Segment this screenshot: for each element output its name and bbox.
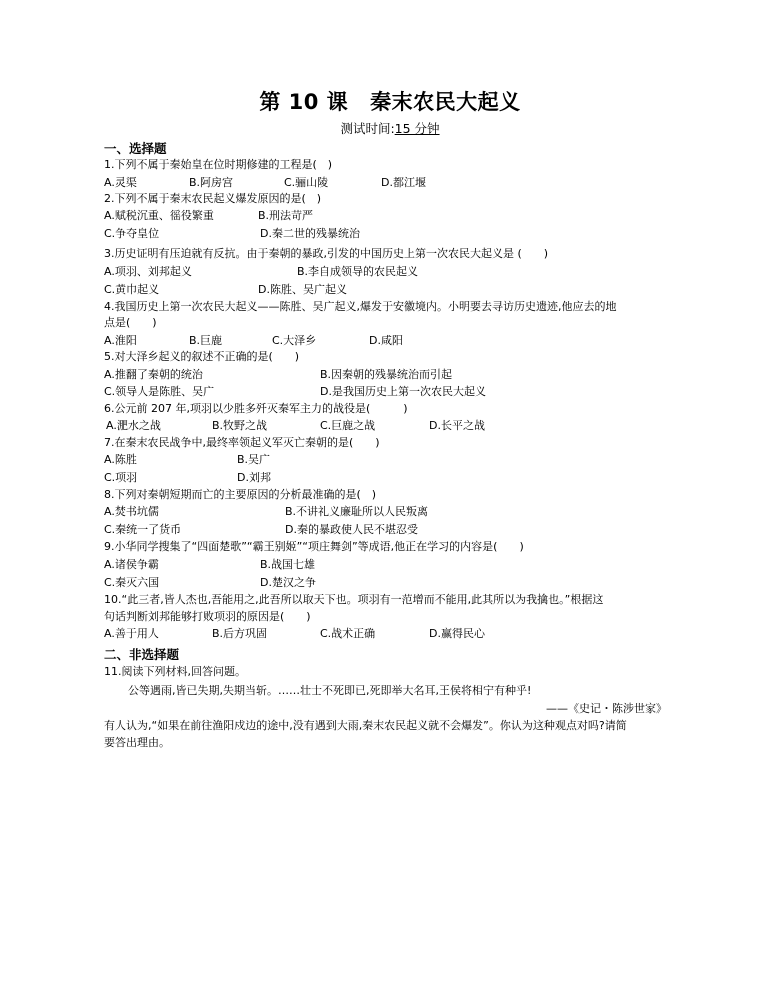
q4-stem-line1: 4.我国历史上第一次农民大起义——陈胜、吴广起义,爆发于安徽境内。小明要去寻访历史遗迹,他应去的地	[104, 300, 617, 313]
q7-option-a: A.陈胜	[104, 453, 137, 466]
q5-stem: 5.对大泽乡起义的叙述不正确的是( )	[104, 350, 300, 363]
q3-option-b: B.李自成领导的农民起义	[297, 265, 419, 278]
test-time-value: 15 分钟	[394, 121, 440, 136]
q5-option-a: A.推翻了秦朝的统治	[104, 368, 203, 381]
q11-stem: 11.阅读下列材料,回答问题。	[104, 665, 246, 678]
q2-option-c: C.争夺皇位	[104, 227, 160, 240]
q11-ask-line2: 要答出理由。	[104, 736, 170, 749]
q5-option-c: C.领导人是陈胜、吴广	[104, 385, 215, 398]
q1-option-d: D.都江堰	[381, 176, 426, 189]
q9-option-a: A.诸侯争霸	[104, 558, 159, 571]
q10-stem-line1: 10.“此三者,皆人杰也,吾能用之,此吾所以取天下也。项羽有一范增而不能用,此其所以为我擒也。”根据这	[104, 593, 604, 606]
q1-option-a: A.灵渠	[104, 176, 137, 189]
test-time	[0, 119, 780, 137]
q4-option-a: A.淮阳	[104, 334, 137, 347]
q10-option-c: C.战术正确	[320, 627, 376, 640]
q2-stem: 2.下列不属于秦末农民起义爆发原因的是( )	[104, 192, 322, 205]
q2-option-a: A.赋税沉重、徭役繁重	[104, 209, 214, 222]
q10-option-a: A.善于用人	[104, 627, 159, 640]
q8-option-a: A.焚书坑儒	[104, 505, 159, 518]
q6-option-b: B.牧野之战	[212, 419, 268, 432]
q6-option-c: C.巨鹿之战	[320, 419, 376, 432]
q6-stem: 6.公元前 207 年,项羽以少胜多歼灭秦军主力的战役是( )	[104, 402, 408, 415]
q10-stem-line2: 句话判断刘邦能够打败项羽的原因是( )	[104, 610, 311, 623]
q8-option-c: C.秦统一了货币	[104, 523, 182, 536]
q5-option-b: B.因秦朝的残暴统治而引起	[320, 368, 453, 381]
q10-option-b: B.后方巩固	[212, 627, 268, 640]
q6-option-a: A.淝水之战	[106, 419, 161, 432]
q9-stem: 9.小华同学搜集了“四面楚歌”“霸王别姬”“项庄舞剑”等成语,他正在学习的内容是( )	[104, 540, 524, 553]
q2-option-b: B.刑法苛严	[258, 209, 314, 222]
q11-source: ——《史记・陈涉世家》	[546, 702, 667, 715]
q9-option-b: B.战国七雄	[260, 558, 316, 571]
page-title	[0, 86, 780, 116]
section-choice-heading: 一、选择题	[104, 141, 167, 156]
q9-option-d: D.楚汉之争	[260, 576, 316, 589]
section-nonchoice-heading: 二、非选择题	[104, 647, 180, 662]
q4-option-b: B.巨鹿	[189, 334, 223, 347]
lesson-name: 秦末农民大起义	[370, 90, 521, 114]
q11-ask-line1: 有人认为,“如果在前往渔阳戍边的途中,没有遇到大雨,秦末农民起义就不会爆发”。你认为这种观点对吗?请简	[104, 719, 627, 732]
q8-option-d: D.秦的暴政使人民不堪忍受	[285, 523, 418, 536]
q4-stem-line2: 点是( )	[104, 316, 157, 329]
q11-quote: 公等遇雨,皆已失期,失期当斩。……壮士不死即已,死即举大名耳,王侯将相宁有种乎!	[128, 684, 532, 697]
q10-option-d: D.赢得民心	[429, 627, 485, 640]
q1-option-b: B.阿房宫	[189, 176, 234, 189]
q7-option-c: C.项羽	[104, 471, 138, 484]
q3-stem: 3.历史证明有压迫就有反抗。由于秦朝的暴政,引发的中国历史上第一次农民大起义是 ( )	[104, 247, 549, 260]
q1-option-c: C.骊山陵	[284, 176, 329, 189]
lesson-number: 第 10 课	[259, 90, 349, 114]
q1-stem: 1.下列不属于秦始皇在位时期修建的工程是( )	[104, 158, 333, 171]
q4-option-c: C.大泽乡	[272, 334, 317, 347]
q8-option-b: B.不讲礼义廉耻所以人民叛离	[285, 505, 429, 518]
q6-option-d: D.长平之战	[429, 419, 485, 432]
q7-option-b: B.吴广	[237, 453, 271, 466]
q2-option-d: D.秦二世的残暴统治	[260, 227, 360, 240]
q3-option-c: C.黄巾起义	[104, 283, 160, 296]
q7-option-d: D.刘邦	[237, 471, 271, 484]
q5-option-d: D.是我国历史上第一次农民大起义	[320, 385, 486, 398]
q7-stem: 7.在秦末农民战争中,最终率领起义军灭亡秦朝的是( )	[104, 436, 380, 449]
q3-option-a: A.项羽、刘邦起义	[104, 265, 192, 278]
q3-option-d: D.陈胜、吴广起义	[258, 283, 347, 296]
q4-option-d: D.咸阳	[369, 334, 403, 347]
q8-stem: 8.下列对秦朝短期而亡的主要原因的分析最准确的是( )	[104, 488, 377, 501]
test-time-label: 测试时间:	[340, 121, 395, 136]
q9-option-c: C.秦灭六国	[104, 576, 160, 589]
